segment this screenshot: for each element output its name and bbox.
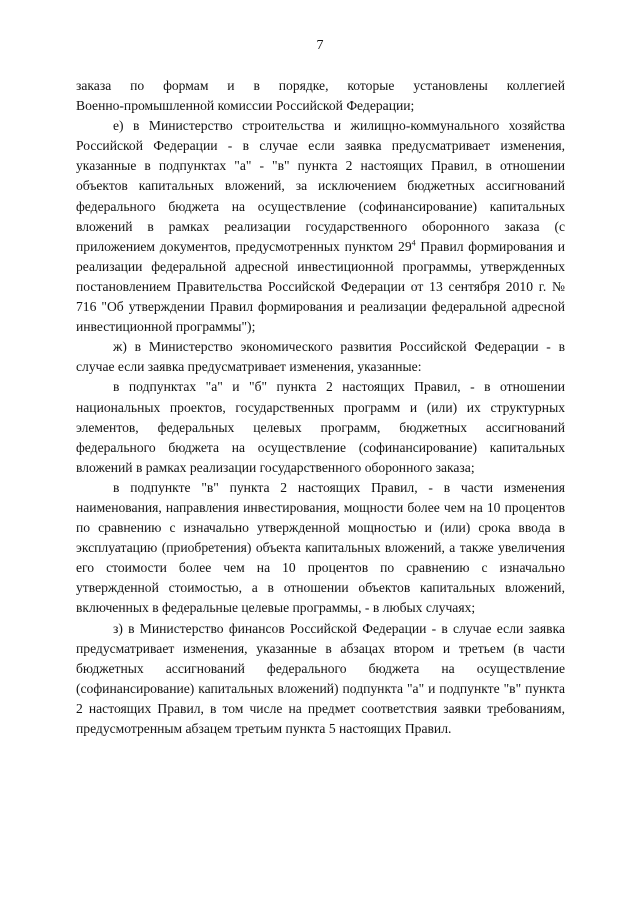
paragraph-zh-a-b: в подпунктах "а" и "б" пункта 2 настоящих Правил, - в отношении национальных проектов, государственных программ и (или) их структурных элементов, федеральных целевых программ, бюджетных ассигнований федерального бюджета на осуществление (софинансирование) капитальных вложений в рамках реализации государственного оборонного заказа; (76, 379, 565, 475)
paragraph-e (76, 116, 565, 337)
paragraph-e-text: е) в Министерство строительства и жилищно-коммунального хозяйства Российской Федерации - в случае если заявка предусматривает изменения, указанные в подпунктах "а" - "в" пункта 2 настоящих Правил, в отношении объектов капитальных вложений, за исключением бюджетных ассигнований федерального бюджета на осуществление (софинансирование) капитальных вложений в рамках реализации государственного оборонного заказа (с приложением документов, предусмотренных пунктом 29 (76, 118, 565, 254)
text-line: заказа по формам и в порядке, которые установлены коллегией (76, 78, 565, 93)
superscript: 4 (411, 238, 416, 248)
paragraph-zh-v: в подпункте "в" пункта 2 настоящих Правил, - в части изменения наименования, направления инвестирования, мощности более чем на 10 процентов по сравнению с изначально утвержденной мощностью и (или) срока ввода в эксплуатацию (приобретения) объекта капитальных вложений, а также увеличения его стоимости более чем на 10 процентов по сравнению с изначально утвержденной стоимостью, а в отношении объектов капитальных вложений, включенных в федеральные целевые программы, - в любых случаях; (76, 479, 565, 616)
page-number: 7 (316, 38, 324, 53)
paragraph-continuation-end: Военно-промышленной комиссии Российской Федерации; (76, 98, 415, 114)
paragraph-zh: ж) в Министерство экономического развития Российской Федерации - в случае если заявка предусматривает изменения, указанные: (76, 339, 565, 375)
paragraph-e-text-end: Правил формирования и реализации федеральной адресной инвестиционной программы, утвержденных постановлением Правительства Российской Федерации от 13 сентября 2010 г. № 716 "Об утверждении Правил формирования и реализации федеральной адресной инвестиционной программы"); (76, 238, 566, 335)
document-body (76, 76, 565, 739)
paragraph-continuation-line (76, 76, 565, 96)
paragraph-z: з) в Министерство финансов Российской Федерации - в случае если заявка предусматривает изменения, указанные в абзацах втором и третьем (в части бюджетных ассигнований федерального бюджета на осуществление (софинансирование) капитальных вложений) подпункта "а" и подпункте "в" пункта 2 настоящих Правил, в том числе на предмет соответствия заявки требованиям, предусмотренным абзацем третьим пункта 5 настоящих Правил. (76, 620, 565, 736)
